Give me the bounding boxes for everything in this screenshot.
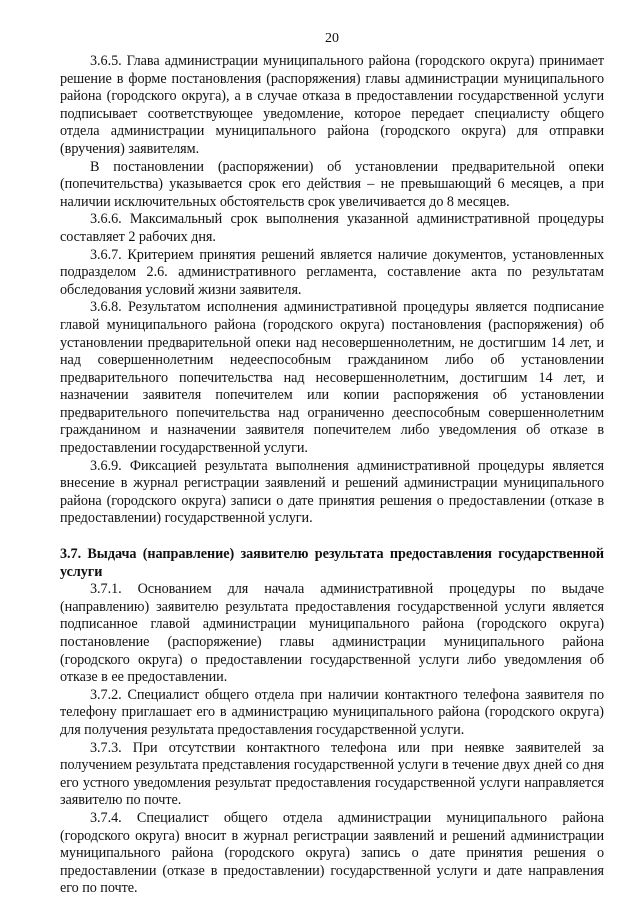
paragraph-3-6-5: 3.6.5. Глава администрации муниципального района (городского округа) принимает решение в форме постановления (распоряжения) главы администрации муниципального района (городского округа), а в случае отказа в предоставлении государственной услуги подписывает соответствующее уведомление, которое передает специалисту общего отдела администрации муниципального района (городского округа) для отправки (вручения) заявителям.	[60, 53, 604, 157]
paragraph-3-7-4: 3.7.4. Специалист общего отдела администрации муниципального района (городского округа) вносит в журнал регистрации заявлений и решений администрации муниципального района (городского округа) запись о дате принятия решения о предоставлении (отказе в предоставлении) государственной услуги и дате направления его по почте.	[60, 809, 604, 897]
page-number: 20	[325, 31, 339, 46]
paragraph-3-6-6: 3.6.6. Максимальный срок выполнения указанной административной процедуры составляет 2 рабочих дня.	[60, 211, 604, 245]
paragraph-3-7-1: 3.7.1. Основанием для начала административной процедуры по выдаче (направлению) заявителю результата предоставления государственной услуги является подписанное главой администрации муниципального района (городского округа) постановление (распоряжение) главы администрации муниципального района (городского округа) о предоставлении государственной услуги либо уведомления об отказе в ее предоставлении.	[60, 581, 604, 686]
paragraph-3-6-7: 3.6.7. Критерием принятия решений является наличие документов, установленных подразделом 2.6. административного регламента, составление акта по результатам обследования условий жизни заявителя.	[60, 246, 604, 298]
paragraph-3-7-2: 3.7.2. Специалист общего отдела при наличии контактного телефона заявителя по телефону приглашает его в администрацию муниципального района (городского округа) для получения результата предоставления государственной услуги.	[60, 686, 604, 738]
paragraph-3-6-8: 3.6.8. Результатом исполнения административной процедуры является подписание главой муниципального района (городского округа) постановления (распоряжения) об установлении предварительной опеки над несовершеннолетним, не достигшим 14 лет, и над совершеннолетним недееспособным гражданином либо об установлении предварительного попечительства над несовершеннолетним, достигшим 14 лет, и назначении заявителя попечителем или копии распоряжения об установлении предварительного попечительства над ограниченно дееспособным совершеннолетним гражданином и назначении заявителя попечителем либо уведомления об отказе в предоставлении государственной услуги.	[60, 299, 604, 457]
paragraph-3-6-9: 3.6.9. Фиксацией результата выполнения административной процедуры является внесение в журнал регистрации заявлений и решений администрации муниципального района (городского округа) записи о дате принятия решения о предоставлении (отказе в предоставлении) государственной услуги.	[60, 457, 604, 527]
section-heading-3-7: 3.7. Выдача (направление) заявителю результата предоставления государственной услуги	[60, 546, 604, 580]
paragraph-preliminary-guardianship-term: В постановлении (распоряжении) об установлении предварительной опеки (попечительства) указывается срок его действия – не превышающий 6 месяцев, а при наличии исключительных обстоятельств срок увеличивается до 8 месяцев.	[60, 158, 604, 210]
paragraph-3-7-3: 3.7.3. При отсутствии контактного телефона или при неявке заявителей за получением результата представления государственной услуги в течение двух дней со дня его устного уведомления результат предоставления государственной услуги направляется заявителю по почте.	[60, 739, 604, 809]
